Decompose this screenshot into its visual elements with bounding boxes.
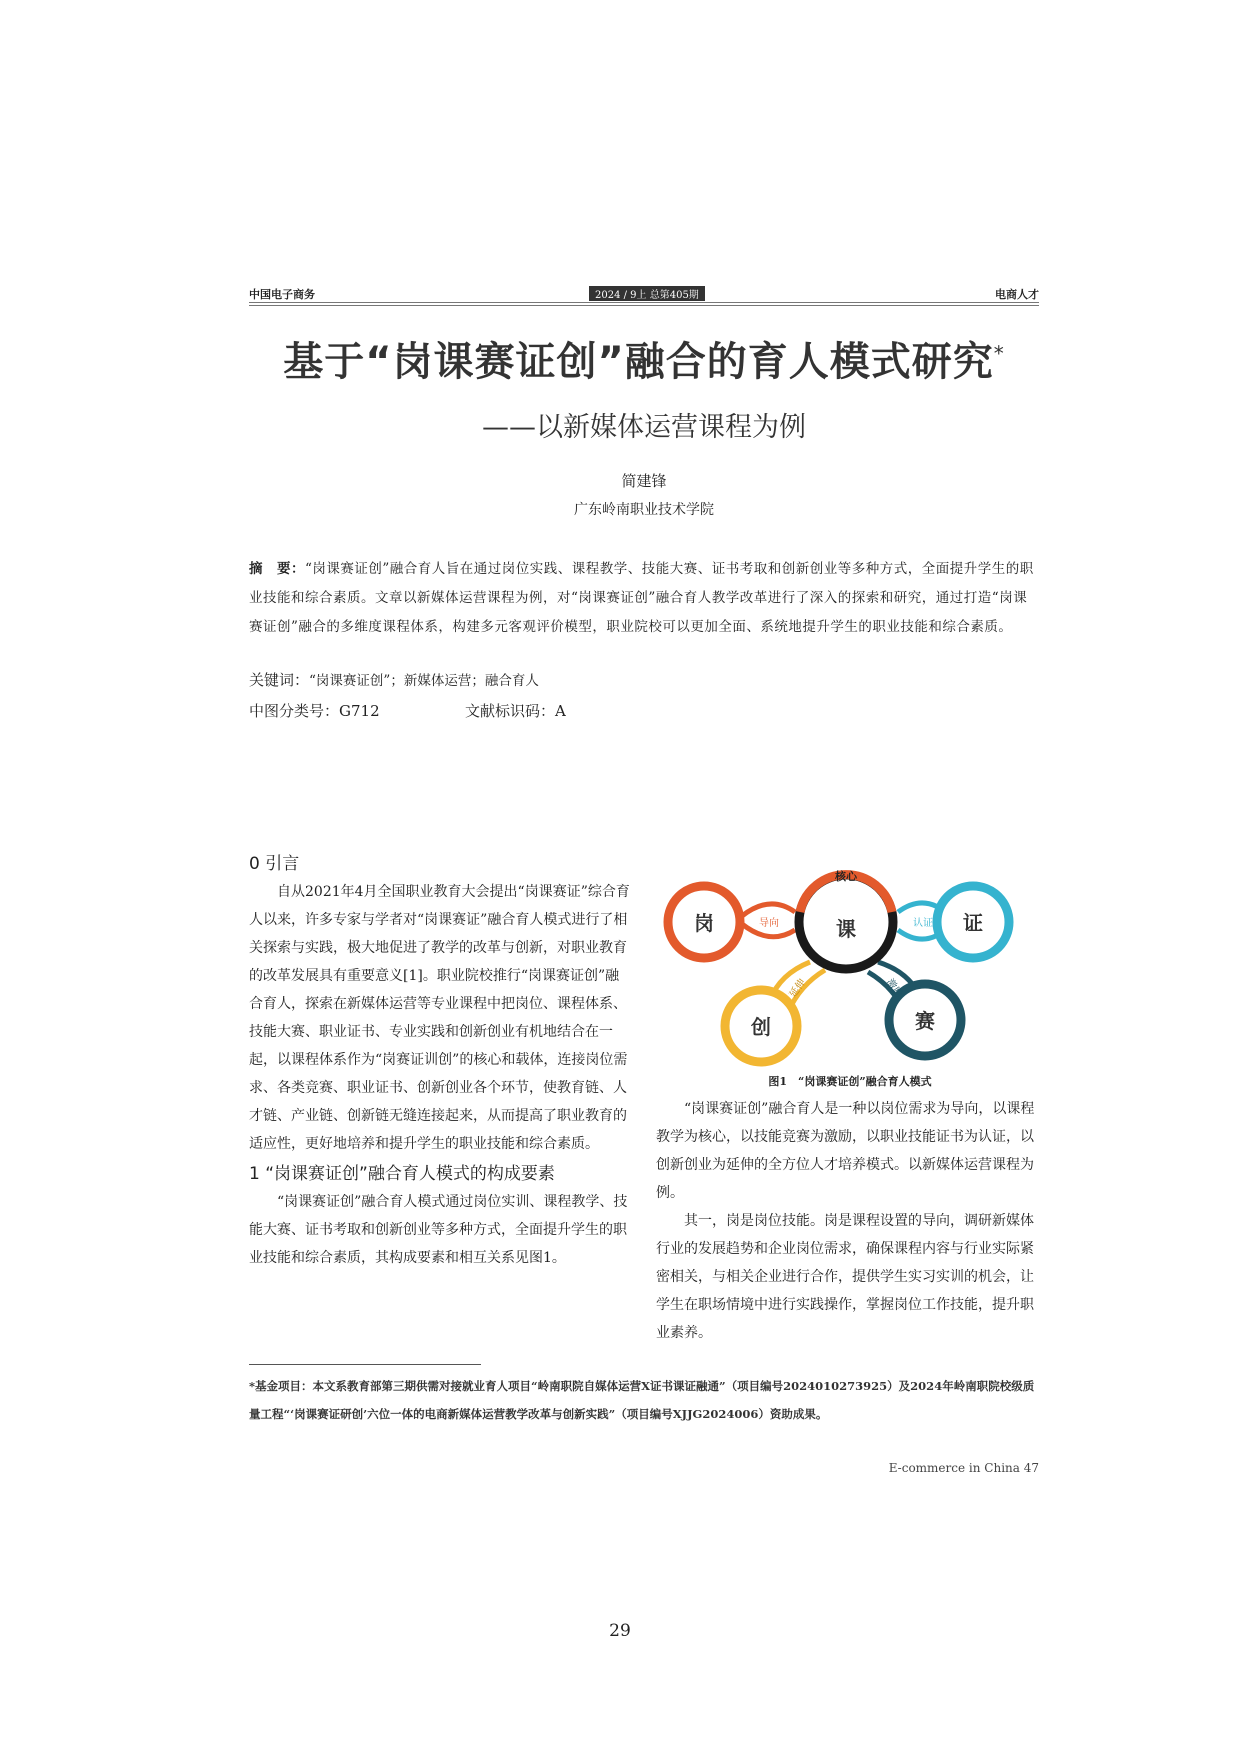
left-column [249, 850, 632, 1272]
keywords-line [249, 669, 539, 690]
title-text: 基于“岗课赛证创”融合的育人模式研究 [283, 339, 994, 385]
keywords-text: “岗课赛证创”；新媒体运营；融合育人 [309, 673, 539, 689]
node-chuang-label: 创 [751, 1015, 771, 1039]
header-rule [249, 302, 1039, 306]
page-number: 29 [609, 1621, 631, 1641]
figure-1-caption: 图1 “岗课赛证创”融合育人模式 [768, 1075, 932, 1088]
section-0-heading: 0 引言 [249, 854, 300, 874]
clc-line [249, 700, 380, 721]
journal-footer: E-commerce in China 47 [888, 1461, 1039, 1475]
doc-code-value: A [555, 702, 566, 720]
link-label-renzheng: 认证 [913, 918, 933, 929]
footnote-rule [249, 1364, 481, 1365]
node-ke-label: 课 [836, 917, 856, 941]
link-label-yanshen: 延伸 [787, 977, 809, 1000]
section-0-paragraph: 自从2021年4月全国职业教育大会提出“岗课赛证”综合育人以来，许多专家与学者对“岗课赛证”融合育人模式进行了相关探索与实践，极大地促进了教学的改革与创新，对职业教育的改革发展具有重要意义[1]。职业院校推行“岗课赛证创”融合育人，探索在新媒体运营等专业课程中把岗位、课程体系、技能大赛、职业证书、专业实践和创新创业有机地结合在一起，以课程体系作为“岗赛证训创”的核心和载体，连接岗位需求、各类竞赛、职业证书、创新创业各个环节，使教育链、人才链、产业链、创新链无缝连接起来，从而提高了职业教育的适应性，更好地培养和提升学生的职业技能和综合素质。 [249, 884, 630, 1152]
node-gang-label: 岗 [694, 911, 714, 935]
abstract-label: 摘 要： [249, 561, 305, 577]
right-column [656, 1095, 1039, 1347]
abstract [249, 555, 1039, 642]
journal-name: 中国电子商务 [249, 288, 315, 301]
figure-1-diagram [660, 850, 1040, 1068]
node-sai-label: 赛 [915, 1009, 935, 1033]
link-label-daoxiang: 导向 [759, 918, 779, 929]
issue-badge: 2024 / 9上 总第405期 [589, 286, 705, 301]
clc-value: G712 [339, 702, 380, 720]
doc-code-label: 文献标识码： [465, 702, 556, 720]
paper-subtitle: ——以新媒体运营课程为例 [482, 412, 806, 443]
link-label-jili: 激励 [883, 977, 905, 1000]
node-zheng-label: 证 [963, 911, 983, 935]
running-header [249, 286, 1039, 304]
funding-footnote: *基金项目：本文系教育部第三期供需对接就业育人项目“岭南职院自媒体运营X证书课证融通”（项目编号20240102739​25）及2024年岭南职院校级质量工程“‘岗课赛证研创’六位一体的电商新媒体运营教学改革与创新实践”（项目编号XJJG2024006）资助成果。 [249, 1379, 1035, 1421]
right-paragraph-2: 其一，岗是岗位技能。岗是课程设置的导向，调研新媒体行业的发展趋势和企业岗位需求，确保课程内容与行业实际紧密相关，与相关企业进行合作，提供学生实习实训的机会，让学生在职场情境中进行实践操作，掌握岗位工作技能，提升职业素养。 [656, 1213, 1034, 1341]
paper-title [249, 330, 1039, 387]
section-1-paragraph: “岗课赛证创”融合育人模式通过岗位实训、课程教学、技能大赛、证书考取和创新创业等多种方式，全面提升学生的职业技能和综合素质，其构成要素和相互关系见图1。 [249, 1194, 628, 1266]
keywords-label: 关键词： [249, 671, 310, 689]
author-affiliation: 广东岭南职业技术学院 [574, 502, 714, 518]
title-footnote-mark: * [993, 341, 1005, 366]
link-gang-ke [742, 904, 795, 916]
abstract-text: “岗课赛证创”融合育人旨在通过岗位实践、课程教学、技能大赛、证书考取和创新创业等多种方式，全面提升学生的职业技能和综合素质。文章以新媒体运营课程为例，对“岗课赛证创”融合育人教学改革进行了深入的探索和研究，通过打造“岗课赛证创”融合的多维度课程体系，构建多元客观评价模型，职业院校可以更加全面、系统地提升学生的职业技能和综合素质。 [249, 561, 1034, 635]
core-label: 核心 [835, 870, 857, 883]
clc-label: 中图分类号： [249, 702, 340, 720]
author-name: 简建锋 [621, 472, 667, 490]
column-name: 电商人才 [995, 288, 1039, 301]
doc-code-line [465, 700, 566, 721]
right-paragraph-1: “岗课赛证创”融合育人是一种以岗位需求为导向，以课程教学为核心，以技能竞赛为激励，以职业技能证书为认证，以创新创业为延伸的全方位人才培养模式。以新媒体运营课程为例。 [656, 1101, 1035, 1201]
section-1-heading: 1 “岗课赛证创”融合育人模式的构成要素 [249, 1164, 555, 1184]
